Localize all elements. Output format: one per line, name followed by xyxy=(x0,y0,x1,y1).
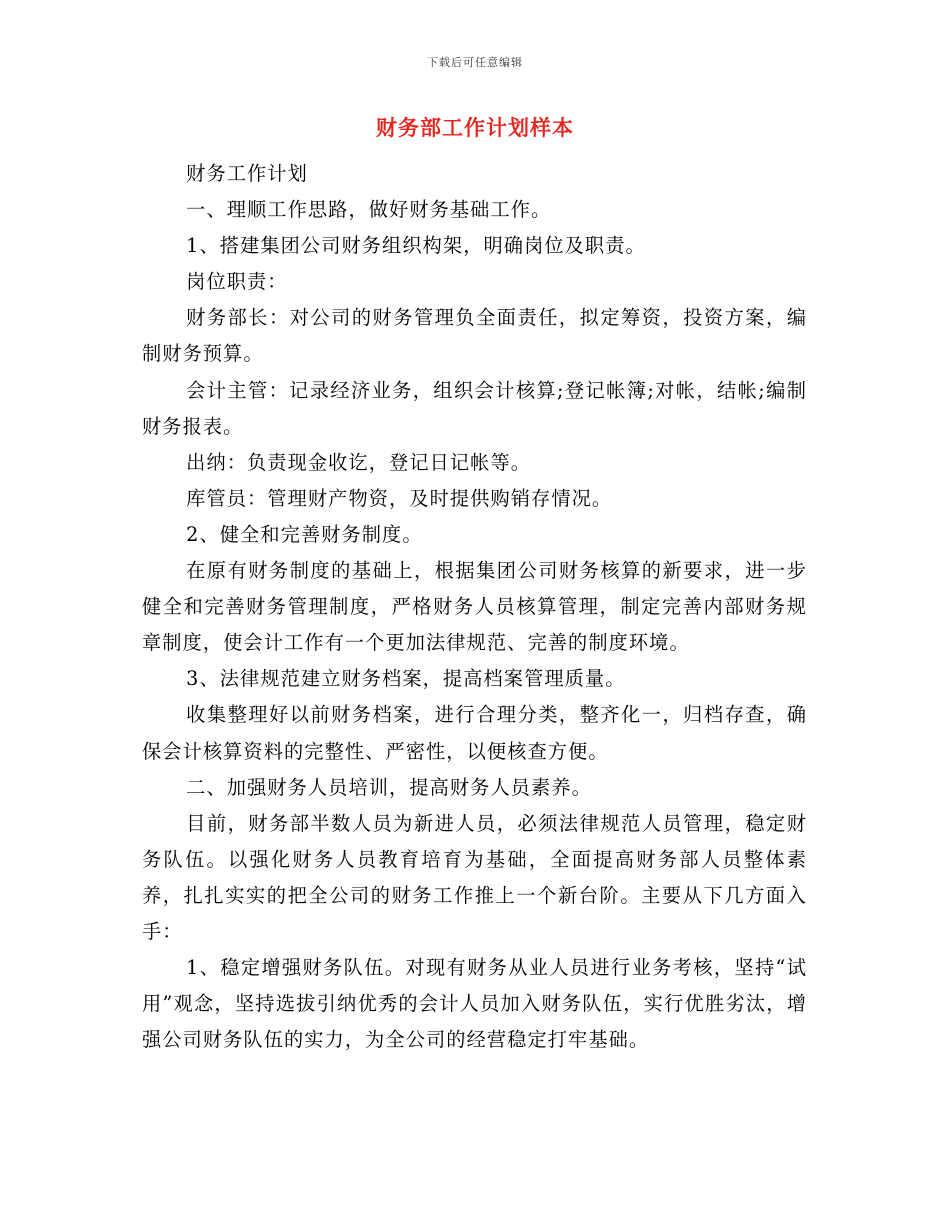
paragraph: 3、法律规范建立财务档案，提高档案管理质量。 xyxy=(186,667,626,691)
paragraph: 1、稳定增强财务队伍。对现有财务从业人员进行业务考核，坚持“试用”观念，坚持选拔引纳优秀的会计人员加入财务队伍，实行优胜劣汰，增强公司财务队伍的实力，为全公司的经营稳定打牢基础。 xyxy=(142,956,807,1052)
paragraph: 二、加强财务人员培训，提高财务人员素养。 xyxy=(186,775,592,799)
paragraph: 1、搭建集团公司财务组织构架，明确岗位及职责。 xyxy=(186,234,646,258)
paragraph: 财务工作计划 xyxy=(186,162,308,185)
paragraph: 库管员：管理财产物资，及时提供购销存情况。 xyxy=(186,486,613,510)
paragraph: 在原有财务制度的基础上，根据集团公司财务核算的新要求，进一步健全和完善财务管理制度，严格财务人员核算管理，制定完善内部财务规章制度，使会计工作有一个更加法律规范、完善的制度环境。 xyxy=(142,559,807,655)
paragraph: 收集整理好以前财务档案，进行合理分类，整齐化一，归档存查，确保会计核算资料的完整性、严密性，以便核查方便。 xyxy=(142,703,807,763)
paragraph: 会计主管：记录经济业务，组织会计核算;登记帐簿;对帐，结帐;编制财务报表。 xyxy=(142,378,807,438)
document-body xyxy=(142,156,807,1058)
paragraph: 出纳：负责现金收讫，登记日记帐等。 xyxy=(186,450,532,474)
paragraph: 一、理顺工作思路，做好财务基础工作。 xyxy=(186,198,552,222)
paragraph: 财务部长：对公司的财务管理负全面责任，拟定筹资，投资方案，编制财务预算。 xyxy=(142,306,807,366)
header-note: 下载后可任意编辑 xyxy=(427,56,523,69)
document-title: 财务部工作计划样本 xyxy=(376,115,574,140)
paragraph: 2、健全和完善财务制度。 xyxy=(186,522,423,546)
paragraph: 岗位职责： xyxy=(186,270,288,294)
paragraph: 目前，财务部半数人员为新进人员，必须法律规范人员管理，稳定财务队伍。以强化财务人员教育培育为基础，全面提高财务部人员整体素养，扎扎实实的把全公司的财务工作推上一个新台阶。主要从下几方面入手： xyxy=(142,811,807,943)
